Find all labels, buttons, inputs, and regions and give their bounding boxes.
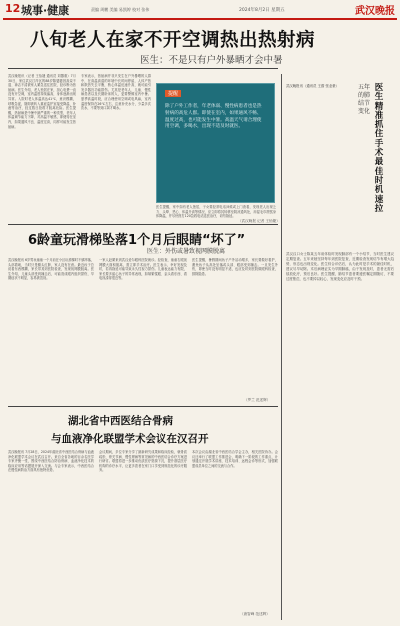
callout-body: 除了户外工作者，年老体弱、慢性病患者也是热射病的高危人群。即使在室内，如果通风不畅、温度过高，也可能发生中暑。高温天气请合理使用空调，多喝水，出现不适及时就医。 [165, 104, 262, 130]
story1-col1: 武汉晚报讯（记者 王怡婕 通讯员 刘馨惠）7月30日，家住武汉江岸区的88岁陈婆婆因高烧不退、神志不清被家人紧急送往医院，经诊断为热射病。医生介绍，老人独居在家，担心电费一直没有开空调，室内温度持续偏高，身体逐渐出现异常。入院时老人体温高达41℃，意识模糊，呼吸急促，随即被转入重症监护室接受降温、补液等治疗，经过数日抢救才脱离危险。医生提醒，热射病是中暑中最严重的一种类型，老年人体温调节能力下降，对高温不敏感，即便待在室内，如果通风不良、温度过高，同样可能发生热射病。 [8, 74, 76, 129]
reminder-callout [156, 83, 275, 203]
story3-byline: （唐智峰 范述辉） [240, 612, 270, 616]
story3-col2: 会议期间，多位专家分享了最新研究成果和临床经验，就骨质疏松、骨关节病、慢性肾病等常见病的中西医结合诊疗方案进行研讨。联盟将进一步推动优质医疗资源下沉，提升基层医疗机构的诊疗水平，让更多患者在家门口享受到规范化的诊疗服务。 [99, 450, 187, 473]
issue-date: 2024年8月2日 星期五 [239, 8, 285, 13]
story3-headline-line1: 湖北省中西医结合骨病 [68, 415, 173, 427]
section-divider-1 [8, 224, 278, 225]
sidebar-divider [281, 74, 282, 620]
story1-subhead: 医生：不是只有户外暴晒才会中暑 [140, 55, 283, 66]
newspaper-logo: 武汉晚报 [355, 6, 395, 17]
sidebar-byline: 武汉晚报讯（通讯员 王蔚 张业豪） [286, 84, 340, 88]
story3-headline-line2: 与血液净化联盟学术会议在汉召开 [51, 433, 209, 445]
sidebar-title: 医生精准抓住手术最佳时机速拉 [374, 83, 384, 214]
story2-subhead: 医生：外伤或暑致视网膜脱离 [147, 248, 226, 255]
section-divider-2 [8, 406, 278, 407]
story2-col1: 武汉晚报讯 6岁男孩童童一个月前在小区玩滑梯时不慎摔落，头部着地，当时只是额头红肿，家人没有在意。最近孩子总说看东西模糊，家长带其到医院检查，发现视网膜脱离。医生介绍，儿童头部受到撞击后，可能造成眼内组织损伤，早期症状不明显，容易被忽视。 [8, 258, 94, 281]
masthead [3, 2, 397, 20]
story2-col2: 一家人赶紧来到武汉爱尔眼科医院就诊。经检查，童童右眼视网膜大面积脱离，需立即手术治疗。医生表示，幸好发现及时，若再拖延可能导致永久性视力损伤。儿童表达能力有限，家长要多留心孩子的异常表现，如频繁揉眼、歪头看东西、看电视凑得很近等。 [99, 258, 187, 281]
story3-col3: 本次会议由湖北省中西医结合学会主办，相关医院协办。会议还举行了联盟工作推进会，明确下一阶段的工作重点，计划通过开展学术讲座、技术培训、远程会诊等形式，加强联盟成员单位之间的交流与合作。 [192, 450, 278, 468]
story3-col1: 武汉晚报讯 7月28日，2024年湖北省中西医结合骨病与血液净化联盟学术会议在武汉召开。来自全省各地的百余名医学专家齐聚一堂，围绕中西医结合防治骨病、血液净化技术的临床应用等话题展开深入交流。与会专家表示，中西医结合在慢性病防治方面具有独特优势。 [8, 450, 94, 473]
story1-col3: 医生提醒，家中如有老人独居，子女要经常电话问候或上门查看，发现老人出现乏力、头晕、恶心、体温升高等情况，应立即将其转移至阴凉通风处，用湿毛巾擦拭身体降温，并尽快拨打120急救电话送医治疗，切勿拖延。 [156, 205, 276, 219]
story2-col3: 医生提醒，暑假期间孩子户外活动增多，家长要做好看护，避免孩子从高处坠落或头部、眼部受到撞击。一旦发生外伤，即使当时没有明显不适，也应及时到医院做眼科检查，排除隐患。 [192, 258, 278, 276]
sidebar-body: 武汉汉口女士陈某五年前体检时发现肺部有一个小结节，当时医生建议定期复查。五年来她坚持每年到医院复查，近期检查发现结节有增大趋势，形态也出现变化。医生综合评估后，认为此时是手术的最佳时机，建议尽早切除。术后病理证实为早期肺癌，由于发现及时，患者无需后续放化疗，预后良好。医生提醒，肺结节患者要遵医嘱定期随访，不要过度焦虑，也不要掉以轻心，发现变化应及时干预。 [286, 252, 394, 281]
story1-rule [8, 68, 278, 69]
story1-byline: （武汉晚报 记者 王怡婕） [238, 219, 280, 223]
section-name: 城事·健康 [21, 4, 70, 17]
page-number: 12 [5, 2, 21, 15]
story2-headline: 6龄童玩滑梯坠落1个月后眼睛“坏了” [28, 233, 246, 248]
callout-tag: 提醒 [165, 90, 181, 97]
sidebar-kicker: 五年的肺结节变化 [358, 84, 371, 115]
story2-byline: （罗兰 范述辉） [244, 398, 271, 402]
story1-headline: 八旬老人在家不开空调热出热射病 [30, 30, 316, 51]
editor-credits: 责编 周鹏 美编 易凯婷 校对 张伟 [91, 7, 150, 12]
story1-col2: 专家表示，热射病并非只发生在户外暴晒的人群中，在高温高湿的环境中长时间停留，人体产热和散热失去平衡，核心体温迅速升高，就可能引发多器官功能损伤。尤其是老年人、儿童、慢性病患者以及长期卧床的人，更要警惕室内中暑。夏季高温时段，应合理使用空调或电风扇，室内温度保持在26℃左右，注意补充水分，少量多次饮水，不要等到口渴才喝水。 [81, 74, 151, 111]
